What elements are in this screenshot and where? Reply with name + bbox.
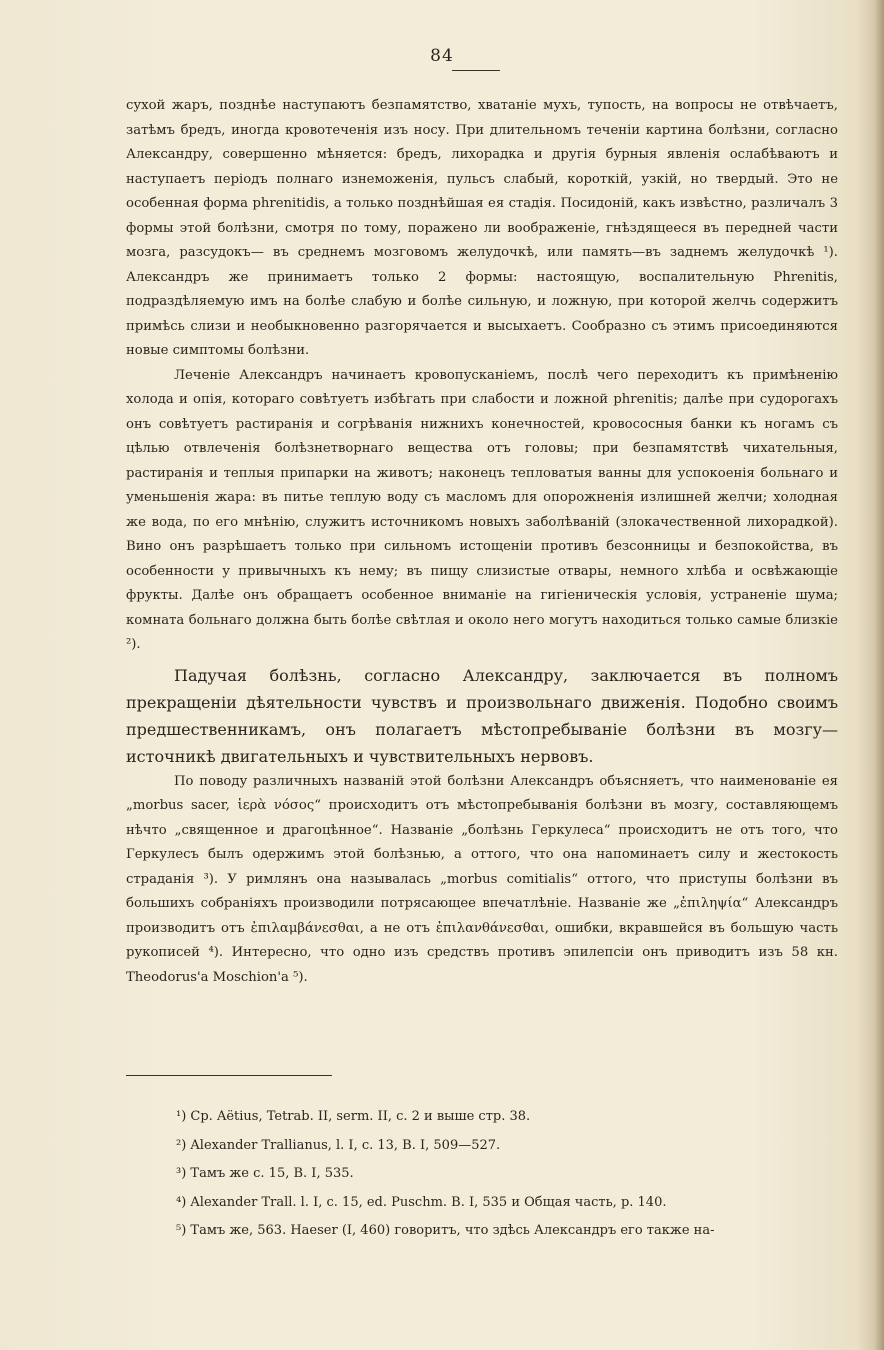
footnote-rule	[126, 1075, 332, 1076]
paragraph-1: сухой жаръ, позднѣе наступаютъ безпамятство, хватаніе мухъ, тупость, на вопросы не отвѣчаетъ, затѣмъ бредъ, иногда кровотеченія изъ носу. При длительномъ теченіи картина болѣзни, согласно Александру, совершенно мѣняется: бредъ, лихорадка и другія бурныя явленія ослабѣваютъ и наступаетъ періодъ полнаго изнеможенія, пульсъ слабый, короткій, узкій, но твердый. Это не особенная форма phrenitidis, а только позднѣйшая ея стадія. Посидоній, какъ извѣстно, различалъ 3 формы этой болѣзни, смотря по тому, поражено ли воображеніе, гнѣздящееся въ передней части мозга, разсудокъ— въ среднемъ мозговомъ желудочкѣ, или память—въ заднемъ желудочкѣ ¹). Александръ же принимаетъ только 2 формы: настоящую, воспалительную Phrenitis, подраздѣляемую имъ на болѣе слабую и болѣе сильную, и ложную, при которой желчь содержитъ примѣсь слизи и необыкновенно разгорячается и высыхаетъ. Сообразно съ этимъ присоединяются новые симптомы болѣзни.	[126, 98, 838, 358]
footnote-5: ⁵) Тамъ же, 563. Haeser (I, 460) говоритъ, что здѣсь Александръ его также на-	[176, 1223, 715, 1238]
footnotes	[176, 1103, 838, 1246]
page-number-rule	[452, 70, 500, 71]
footnote-2: ²) Alexander Trallianus, l. I, c. 13, B. I, 509—527.	[176, 1137, 501, 1153]
paragraph-4: По поводу различныхъ названій этой болѣзни Александръ объясняетъ, что наименованіе ея „morbus sacer, ἱερὰ νόσος“ происходитъ отъ мѣстопребыванія болѣзни въ мозгу, составляющемъ нѣчто „священное и драгоцѣнное“. Названіе „болѣзнь Геркулеса“ происходитъ не отъ того, что Геркулесъ былъ одержимъ этой болѣзнью, а оттого, что она напоминаетъ силу и жестокость страданія ³). У римлянъ она называлась „morbus comitialis“ оттого, что приступы болѣзни въ большихъ собраніяхъ производили потрясающее впечатлѣніе. Названіе же „ἐπιληψία“ Александръ производитъ отъ ἐπιλαμβάνεσθαι, а не отъ ἐπιλανθάνεσθαι, ошибки, вкравшейся въ большую часть рукописей ⁴). Интересно, что одно изъ средствъ противъ эпилепсіи онъ приводитъ изъ 58 кн. Theodorus'a Moschion'a ⁵).	[126, 773, 838, 985]
main-text	[126, 94, 838, 990]
page-number: 84	[430, 46, 454, 66]
footnote-3: ³) Тамъ же c. 15, B. I, 535.	[176, 1166, 354, 1181]
page-edge	[874, 0, 884, 1350]
paragraph-2: Леченіе Александръ начинаетъ кровопусканіемъ, послѣ чего переходитъ къ примѣненію холода и опія, котораго совѣтуетъ избѣгать при слабости и ложной phrenitis; далѣе при судорогахъ онъ совѣтуетъ растиранія и согрѣванія нижнихъ конечностей, кровососныя банки къ ногамъ съ цѣлью отвлеченія болѣзнетворнаго вещества отъ головы; при безпамятствѣ чихательныя, растиранія и теплыя припарки на животъ; наконецъ тепловатыя ванны для успокоенія больнаго и уменьшенія жара: въ питье теплую воду съ масломъ для опорожненія излишней желчи; холодная же вода, по его мнѣнію, служитъ источникомъ новыхъ заболѣваній (злокачественной лихорадкой). Вино онъ разрѣшаетъ только при сильномъ истощеніи противъ безсонницы и безпокойства, въ особенности у привычныхъ къ нему; въ пищу слизистые отвары, немного хлѣба и освѣжающіе фрукты. Далѣе онъ обращаетъ особенное вниманіе на гигіеническія условія, устраненіе шума; комната больнаго должна быть болѣе свѣтлая и около него могутъ находиться только самые близкіе ²).	[126, 367, 838, 652]
footnote-4: ⁴) Alexander Trall. l. I, c. 15, ed. Puschm. B. I, 535 и Общая часть, p. 140.	[176, 1194, 667, 1210]
paragraph-3: Падучая болѣзнь, согласно Александру, заключается въ полномъ прекращеніи дѣятельности чувствъ и произвольнаго движенія. Подобно своимъ предшественникамъ, онъ полагаетъ мѣстопребываніе болѣзни въ мозгу—источникѣ двигательныхъ и чувствительныхъ нервовъ.	[126, 665, 838, 766]
footnote-1: ¹) Ср. Aëtius, Tetrab. II, serm. II, c. 2 и выше стр. 38.	[176, 1109, 531, 1124]
